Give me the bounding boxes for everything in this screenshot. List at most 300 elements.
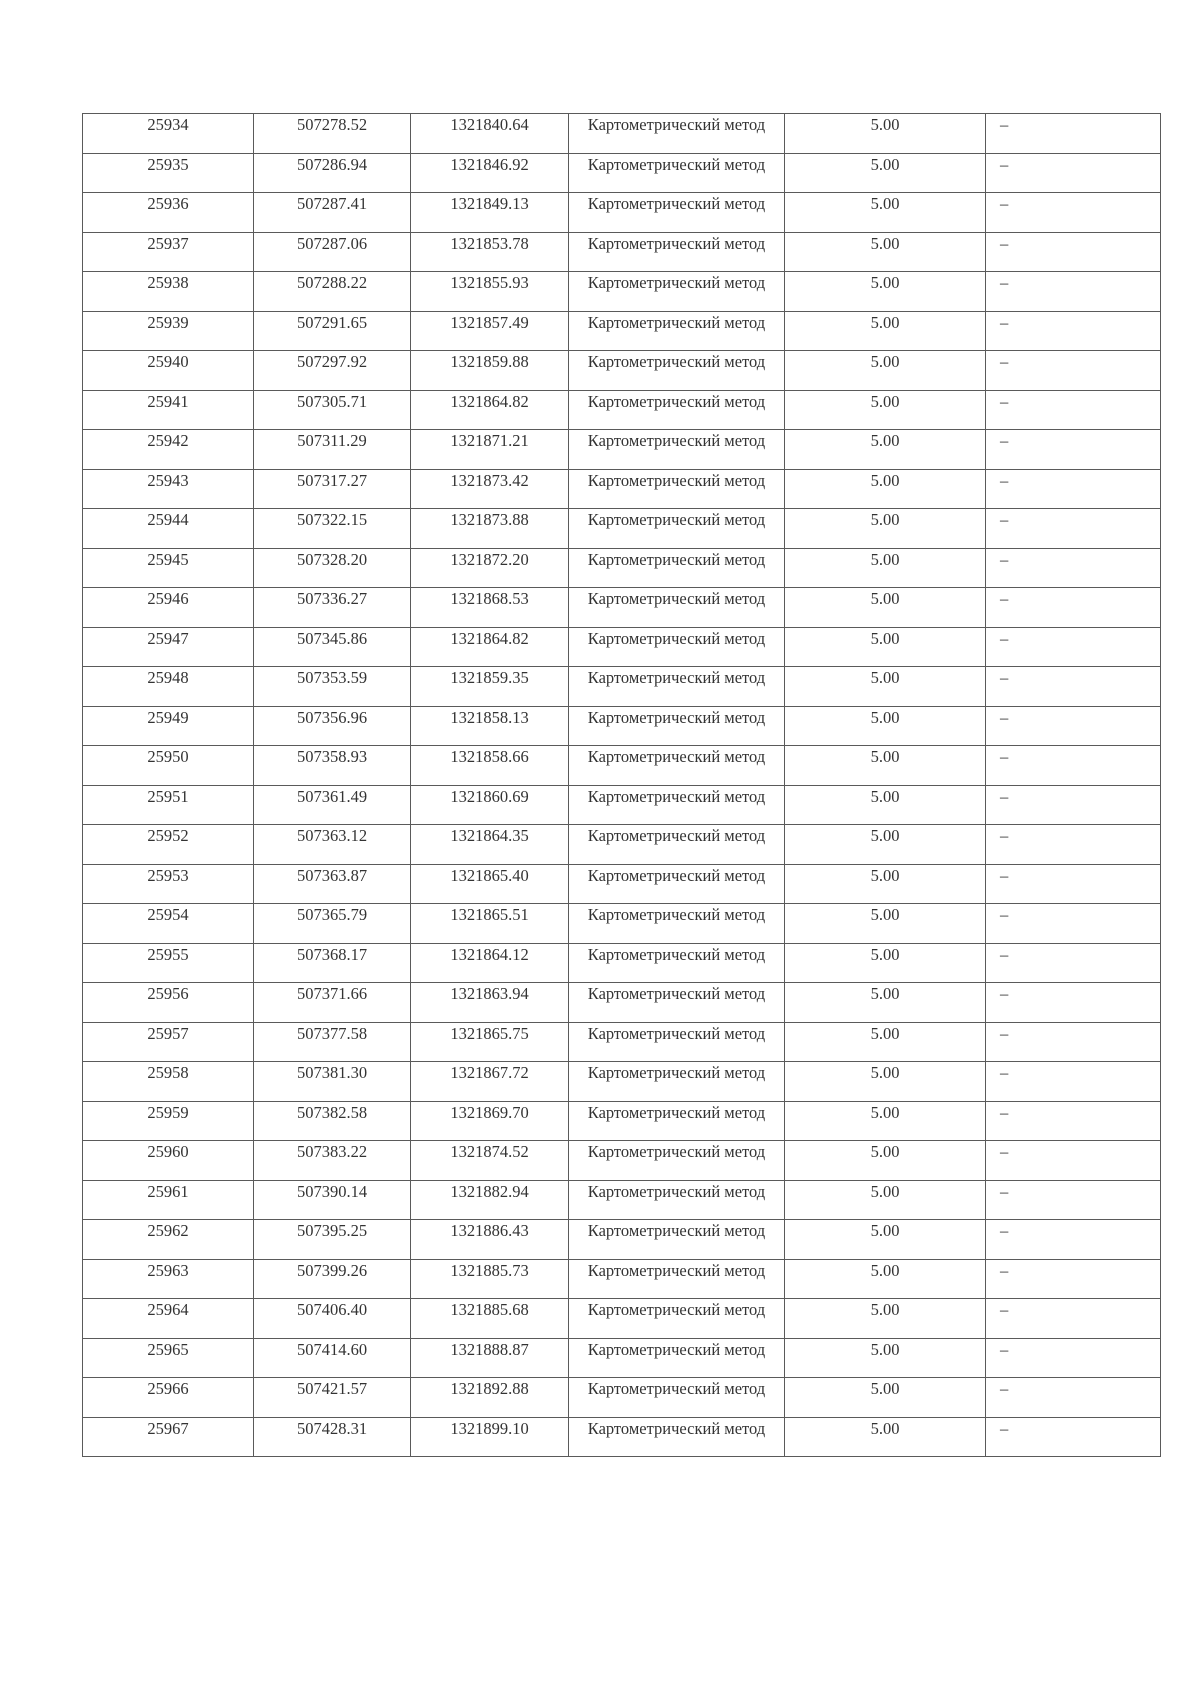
- method-text: Картометрический метод: [587, 1102, 766, 1122]
- accuracy-text: 5.00: [870, 668, 900, 687]
- accuracy-cell: [785, 232, 986, 272]
- accuracy-text: 5.00: [870, 510, 900, 529]
- x-coordinate-cell: [254, 469, 411, 509]
- coordinates-table-body: [83, 114, 1161, 1457]
- method-text: Картометрический метод: [587, 747, 766, 766]
- y-coordinate-cell: [411, 193, 569, 233]
- y-coordinate-cell: [411, 904, 569, 944]
- accuracy-cell: [785, 627, 986, 667]
- point-number-cell: [83, 667, 254, 707]
- table-row: [83, 153, 1161, 193]
- coordinates-table: [82, 113, 1161, 1457]
- accuracy-text: 5.00: [870, 944, 900, 964]
- accuracy-cell: [785, 1417, 986, 1457]
- method-text: Картометрический метод: [587, 1063, 766, 1082]
- method-cell: [569, 1378, 785, 1418]
- x-coordinate-text: 507363.12: [296, 826, 368, 845]
- accuracy-cell: [785, 904, 986, 944]
- method-cell: [569, 1338, 785, 1378]
- x-coordinate-text: 507428.31: [296, 1418, 368, 1438]
- note-text: –: [1000, 233, 1009, 253]
- accuracy-text: 5.00: [870, 747, 900, 766]
- x-coordinate-text: 507353.59: [296, 668, 368, 687]
- method-text: Картометрический метод: [587, 549, 766, 569]
- accuracy-cell: [785, 193, 986, 233]
- x-coordinate-cell: [254, 785, 411, 825]
- accuracy-cell: [785, 153, 986, 193]
- note-cell: [986, 232, 1161, 272]
- y-coordinate-cell: [411, 232, 569, 272]
- method-cell: [569, 1180, 785, 1220]
- point-number-text: 25949: [147, 707, 189, 727]
- x-coordinate-text: 507406.40: [296, 1300, 368, 1319]
- note-cell: [986, 746, 1161, 786]
- method-cell: [569, 904, 785, 944]
- x-coordinate-cell: [254, 667, 411, 707]
- table-row: [83, 864, 1161, 904]
- accuracy-text: 5.00: [870, 1023, 900, 1043]
- method-text: Картометрический метод: [587, 391, 766, 411]
- x-coordinate-cell: [254, 746, 411, 786]
- method-text: Картометрический метод: [587, 984, 766, 1003]
- note-cell: [986, 311, 1161, 351]
- method-text: Картометрический метод: [587, 273, 766, 292]
- x-coordinate-text: 507383.22: [296, 1142, 368, 1161]
- method-cell: [569, 548, 785, 588]
- accuracy-text: 5.00: [870, 589, 900, 608]
- point-number-text: 25966: [147, 1379, 189, 1398]
- accuracy-text: 5.00: [870, 1339, 900, 1359]
- method-text: Картометрический метод: [587, 470, 766, 490]
- x-coordinate-text: 507371.66: [296, 984, 368, 1003]
- note-cell: [986, 509, 1161, 549]
- accuracy-cell: [785, 469, 986, 509]
- y-coordinate-cell: [411, 1141, 569, 1181]
- method-cell: [569, 1141, 785, 1181]
- method-cell: [569, 1220, 785, 1260]
- y-coordinate-cell: [411, 983, 569, 1023]
- method-cell: [569, 351, 785, 391]
- accuracy-text: 5.00: [870, 628, 900, 648]
- accuracy-cell: [785, 785, 986, 825]
- point-number-text: 25960: [147, 1142, 189, 1161]
- method-text: Картометрический метод: [587, 352, 766, 371]
- point-number-text: 25954: [147, 905, 189, 924]
- note-text: –: [1000, 194, 1009, 213]
- note-text: –: [1000, 865, 1009, 885]
- accuracy-cell: [785, 1220, 986, 1260]
- accuracy-text: 5.00: [870, 786, 900, 806]
- point-number-text: 25934: [147, 115, 189, 134]
- table-row: [83, 1180, 1161, 1220]
- accuracy-cell: [785, 667, 986, 707]
- table-row: [83, 1417, 1161, 1457]
- point-number-text: 25935: [147, 154, 189, 174]
- accuracy-text: 5.00: [870, 1063, 900, 1082]
- x-coordinate-cell: [254, 509, 411, 549]
- point-number-cell: [83, 390, 254, 430]
- x-coordinate-cell: [254, 153, 411, 193]
- method-text: Картометрический метод: [587, 1221, 766, 1240]
- method-cell: [569, 311, 785, 351]
- note-text: –: [1000, 1142, 1009, 1161]
- x-coordinate-text: 507421.57: [296, 1379, 368, 1398]
- method-text: Картометрический метод: [587, 1300, 766, 1319]
- note-cell: [986, 153, 1161, 193]
- accuracy-text: 5.00: [870, 233, 900, 253]
- note-cell: [986, 1141, 1161, 1181]
- y-coordinate-cell: [411, 469, 569, 509]
- x-coordinate-text: 507288.22: [296, 273, 368, 292]
- point-number-cell: [83, 1141, 254, 1181]
- point-number-cell: [83, 983, 254, 1023]
- accuracy-cell: [785, 351, 986, 391]
- accuracy-text: 5.00: [870, 154, 900, 174]
- note-cell: [986, 627, 1161, 667]
- x-coordinate-text: 507291.65: [296, 312, 368, 332]
- note-text: –: [1000, 352, 1009, 371]
- y-coordinate-cell: [411, 1220, 569, 1260]
- accuracy-cell: [785, 943, 986, 983]
- x-coordinate-cell: [254, 351, 411, 391]
- y-coordinate-cell: [411, 706, 569, 746]
- table-row: [83, 943, 1161, 983]
- method-text: Картометрический метод: [587, 1339, 766, 1359]
- x-coordinate-text: 507363.87: [296, 865, 368, 885]
- method-text: Картометрический метод: [587, 154, 766, 174]
- method-cell: [569, 232, 785, 272]
- note-cell: [986, 430, 1161, 470]
- note-text: –: [1000, 1379, 1009, 1398]
- x-coordinate-cell: [254, 706, 411, 746]
- point-number-text: 25941: [147, 391, 189, 411]
- x-coordinate-cell: [254, 272, 411, 312]
- point-number-cell: [83, 1180, 254, 1220]
- accuracy-cell: [785, 390, 986, 430]
- point-number-text: 25944: [147, 510, 189, 529]
- note-cell: [986, 588, 1161, 628]
- accuracy-text: 5.00: [870, 312, 900, 332]
- y-coordinate-text: 1321849.13: [450, 194, 529, 213]
- method-cell: [569, 1417, 785, 1457]
- x-coordinate-cell: [254, 1180, 411, 1220]
- accuracy-cell: [785, 706, 986, 746]
- note-text: –: [1000, 1339, 1009, 1359]
- method-cell: [569, 864, 785, 904]
- note-text: –: [1000, 628, 1009, 648]
- method-cell: [569, 1062, 785, 1102]
- note-text: –: [1000, 707, 1009, 727]
- x-coordinate-cell: [254, 627, 411, 667]
- accuracy-cell: [785, 1338, 986, 1378]
- method-cell: [569, 627, 785, 667]
- x-coordinate-cell: [254, 311, 411, 351]
- note-cell: [986, 1378, 1161, 1418]
- y-coordinate-text: 1321872.20: [450, 549, 529, 569]
- note-text: –: [1000, 1221, 1009, 1240]
- point-number-cell: [83, 311, 254, 351]
- y-coordinate-text: 1321865.75: [450, 1023, 529, 1043]
- method-text: Картометрический метод: [587, 1418, 766, 1438]
- x-coordinate-cell: [254, 1141, 411, 1181]
- method-cell: [569, 430, 785, 470]
- note-cell: [986, 193, 1161, 233]
- y-coordinate-text: 1321857.49: [450, 312, 529, 332]
- point-number-cell: [83, 1378, 254, 1418]
- method-text: Картометрический метод: [587, 1023, 766, 1043]
- table-row: [83, 1101, 1161, 1141]
- note-text: –: [1000, 431, 1009, 450]
- method-cell: [569, 272, 785, 312]
- table-row: [83, 746, 1161, 786]
- y-coordinate-text: 1321873.42: [450, 470, 529, 490]
- y-coordinate-text: 1321873.88: [450, 510, 529, 529]
- y-coordinate-cell: [411, 943, 569, 983]
- x-coordinate-text: 507328.20: [296, 549, 368, 569]
- accuracy-text: 5.00: [870, 470, 900, 490]
- accuracy-cell: [785, 1101, 986, 1141]
- table-row: [83, 232, 1161, 272]
- note-cell: [986, 548, 1161, 588]
- point-number-cell: [83, 1299, 254, 1339]
- y-coordinate-cell: [411, 311, 569, 351]
- point-number-cell: [83, 153, 254, 193]
- method-text: Картометрический метод: [587, 1181, 766, 1201]
- note-text: –: [1000, 1260, 1009, 1280]
- x-coordinate-cell: [254, 904, 411, 944]
- point-number-cell: [83, 785, 254, 825]
- table-row: [83, 1220, 1161, 1260]
- x-coordinate-cell: [254, 864, 411, 904]
- method-cell: [569, 825, 785, 865]
- y-coordinate-cell: [411, 1259, 569, 1299]
- y-coordinate-text: 1321858.66: [450, 747, 529, 766]
- x-coordinate-cell: [254, 390, 411, 430]
- y-coordinate-text: 1321868.53: [450, 589, 529, 608]
- point-number-text: 25953: [147, 865, 189, 885]
- table-row: [83, 627, 1161, 667]
- point-number-cell: [83, 1101, 254, 1141]
- x-coordinate-cell: [254, 548, 411, 588]
- accuracy-cell: [785, 548, 986, 588]
- point-number-cell: [83, 1220, 254, 1260]
- x-coordinate-cell: [254, 1062, 411, 1102]
- accuracy-text: 5.00: [870, 865, 900, 885]
- note-text: –: [1000, 944, 1009, 964]
- method-cell: [569, 193, 785, 233]
- note-cell: [986, 114, 1161, 154]
- y-coordinate-text: 1321855.93: [450, 273, 529, 292]
- accuracy-text: 5.00: [870, 1102, 900, 1122]
- method-cell: [569, 943, 785, 983]
- table-row: [83, 667, 1161, 707]
- point-number-text: 25962: [147, 1221, 189, 1240]
- point-number-text: 25967: [147, 1418, 189, 1438]
- y-coordinate-cell: [411, 351, 569, 391]
- method-text: Картометрический метод: [587, 668, 766, 687]
- note-cell: [986, 706, 1161, 746]
- point-number-cell: [83, 232, 254, 272]
- accuracy-text: 5.00: [870, 273, 900, 292]
- table-row: [83, 1022, 1161, 1062]
- y-coordinate-text: 1321885.73: [450, 1260, 529, 1280]
- note-text: –: [1000, 470, 1009, 490]
- x-coordinate-text: 507361.49: [296, 786, 368, 806]
- y-coordinate-cell: [411, 430, 569, 470]
- note-text: –: [1000, 1102, 1009, 1122]
- accuracy-text: 5.00: [870, 1300, 900, 1319]
- x-coordinate-cell: [254, 1101, 411, 1141]
- x-coordinate-text: 507317.27: [296, 470, 368, 490]
- table-row: [83, 1259, 1161, 1299]
- point-number-cell: [83, 825, 254, 865]
- x-coordinate-cell: [254, 1378, 411, 1418]
- accuracy-cell: [785, 1378, 986, 1418]
- note-text: –: [1000, 826, 1009, 845]
- accuracy-text: 5.00: [870, 194, 900, 213]
- accuracy-text: 5.00: [870, 905, 900, 924]
- accuracy-cell: [785, 1180, 986, 1220]
- accuracy-cell: [785, 588, 986, 628]
- method-cell: [569, 746, 785, 786]
- y-coordinate-text: 1321840.64: [450, 115, 529, 134]
- note-cell: [986, 904, 1161, 944]
- x-coordinate-text: 507390.14: [296, 1181, 368, 1201]
- table-row: [83, 509, 1161, 549]
- x-coordinate-cell: [254, 943, 411, 983]
- x-coordinate-text: 507356.96: [296, 707, 368, 727]
- y-coordinate-text: 1321874.52: [450, 1142, 529, 1161]
- y-coordinate-text: 1321871.21: [450, 431, 529, 450]
- note-text: –: [1000, 905, 1009, 924]
- accuracy-cell: [785, 509, 986, 549]
- y-coordinate-text: 1321885.68: [450, 1300, 529, 1319]
- note-cell: [986, 825, 1161, 865]
- point-number-cell: [83, 272, 254, 312]
- point-number-cell: [83, 430, 254, 470]
- point-number-cell: [83, 548, 254, 588]
- y-coordinate-cell: [411, 114, 569, 154]
- note-text: –: [1000, 1063, 1009, 1082]
- method-text: Картометрический метод: [587, 707, 766, 727]
- x-coordinate-cell: [254, 1417, 411, 1457]
- method-text: Картометрический метод: [587, 194, 766, 213]
- point-number-text: 25952: [147, 826, 189, 845]
- x-coordinate-cell: [254, 1299, 411, 1339]
- x-coordinate-cell: [254, 430, 411, 470]
- point-number-text: 25946: [147, 589, 189, 608]
- point-number-text: 25948: [147, 668, 189, 687]
- accuracy-cell: [785, 1062, 986, 1102]
- x-coordinate-text: 507414.60: [296, 1339, 368, 1359]
- y-coordinate-cell: [411, 785, 569, 825]
- y-coordinate-text: 1321864.82: [450, 628, 529, 648]
- table-row: [83, 785, 1161, 825]
- note-text: –: [1000, 312, 1009, 332]
- point-number-cell: [83, 746, 254, 786]
- note-text: –: [1000, 1300, 1009, 1319]
- point-number-cell: [83, 351, 254, 391]
- point-number-text: 25943: [147, 470, 189, 490]
- table-row: [83, 311, 1161, 351]
- point-number-cell: [83, 1062, 254, 1102]
- x-coordinate-cell: [254, 1259, 411, 1299]
- y-coordinate-text: 1321865.51: [450, 905, 529, 924]
- method-text: Картометрический метод: [587, 1379, 766, 1398]
- method-text: Картометрический метод: [587, 628, 766, 648]
- y-coordinate-cell: [411, 588, 569, 628]
- x-coordinate-cell: [254, 232, 411, 272]
- point-number-text: 25942: [147, 431, 189, 450]
- accuracy-text: 5.00: [870, 1260, 900, 1280]
- table-row: [83, 1299, 1161, 1339]
- x-coordinate-text: 507287.41: [296, 194, 368, 213]
- table-row: [83, 706, 1161, 746]
- y-coordinate-cell: [411, 509, 569, 549]
- x-coordinate-text: 507311.29: [297, 431, 367, 450]
- note-text: –: [1000, 154, 1009, 174]
- note-text: –: [1000, 786, 1009, 806]
- note-text: –: [1000, 747, 1009, 766]
- point-number-text: 25940: [147, 352, 189, 371]
- method-cell: [569, 983, 785, 1023]
- table-row: [83, 983, 1161, 1023]
- accuracy-cell: [785, 272, 986, 312]
- table-row: [83, 469, 1161, 509]
- x-coordinate-cell: [254, 1022, 411, 1062]
- y-coordinate-text: 1321864.35: [450, 826, 529, 845]
- accuracy-text: 5.00: [870, 707, 900, 727]
- method-text: Картометрический метод: [587, 431, 766, 450]
- table-row: [83, 904, 1161, 944]
- note-cell: [986, 785, 1161, 825]
- note-cell: [986, 1259, 1161, 1299]
- note-cell: [986, 1062, 1161, 1102]
- method-text: Картометрический метод: [587, 115, 766, 134]
- method-cell: [569, 1022, 785, 1062]
- x-coordinate-text: 507278.52: [296, 115, 368, 134]
- y-coordinate-text: 1321882.94: [450, 1181, 529, 1201]
- y-coordinate-text: 1321865.40: [450, 865, 529, 885]
- point-number-text: 25965: [147, 1339, 189, 1359]
- accuracy-cell: [785, 746, 986, 786]
- accuracy-text: 5.00: [870, 1221, 900, 1240]
- method-cell: [569, 588, 785, 628]
- point-number-text: 25950: [147, 747, 189, 766]
- y-coordinate-cell: [411, 1338, 569, 1378]
- x-coordinate-text: 507287.06: [296, 233, 368, 253]
- accuracy-text: 5.00: [870, 1181, 900, 1201]
- x-coordinate-cell: [254, 114, 411, 154]
- point-number-cell: [83, 706, 254, 746]
- point-number-text: 25957: [147, 1023, 189, 1043]
- table-row: [83, 272, 1161, 312]
- point-number-text: 25956: [147, 984, 189, 1003]
- point-number-text: 25936: [147, 194, 189, 213]
- accuracy-cell: [785, 114, 986, 154]
- accuracy-text: 5.00: [870, 826, 900, 845]
- y-coordinate-cell: [411, 864, 569, 904]
- method-text: Картометрический метод: [587, 865, 766, 885]
- y-coordinate-cell: [411, 390, 569, 430]
- y-coordinate-text: 1321869.70: [450, 1102, 529, 1122]
- point-number-cell: [83, 627, 254, 667]
- method-text: Картометрический метод: [587, 589, 766, 608]
- note-text: –: [1000, 1023, 1009, 1043]
- y-coordinate-text: 1321859.88: [450, 352, 529, 371]
- point-number-cell: [83, 904, 254, 944]
- point-number-text: 25938: [147, 273, 189, 292]
